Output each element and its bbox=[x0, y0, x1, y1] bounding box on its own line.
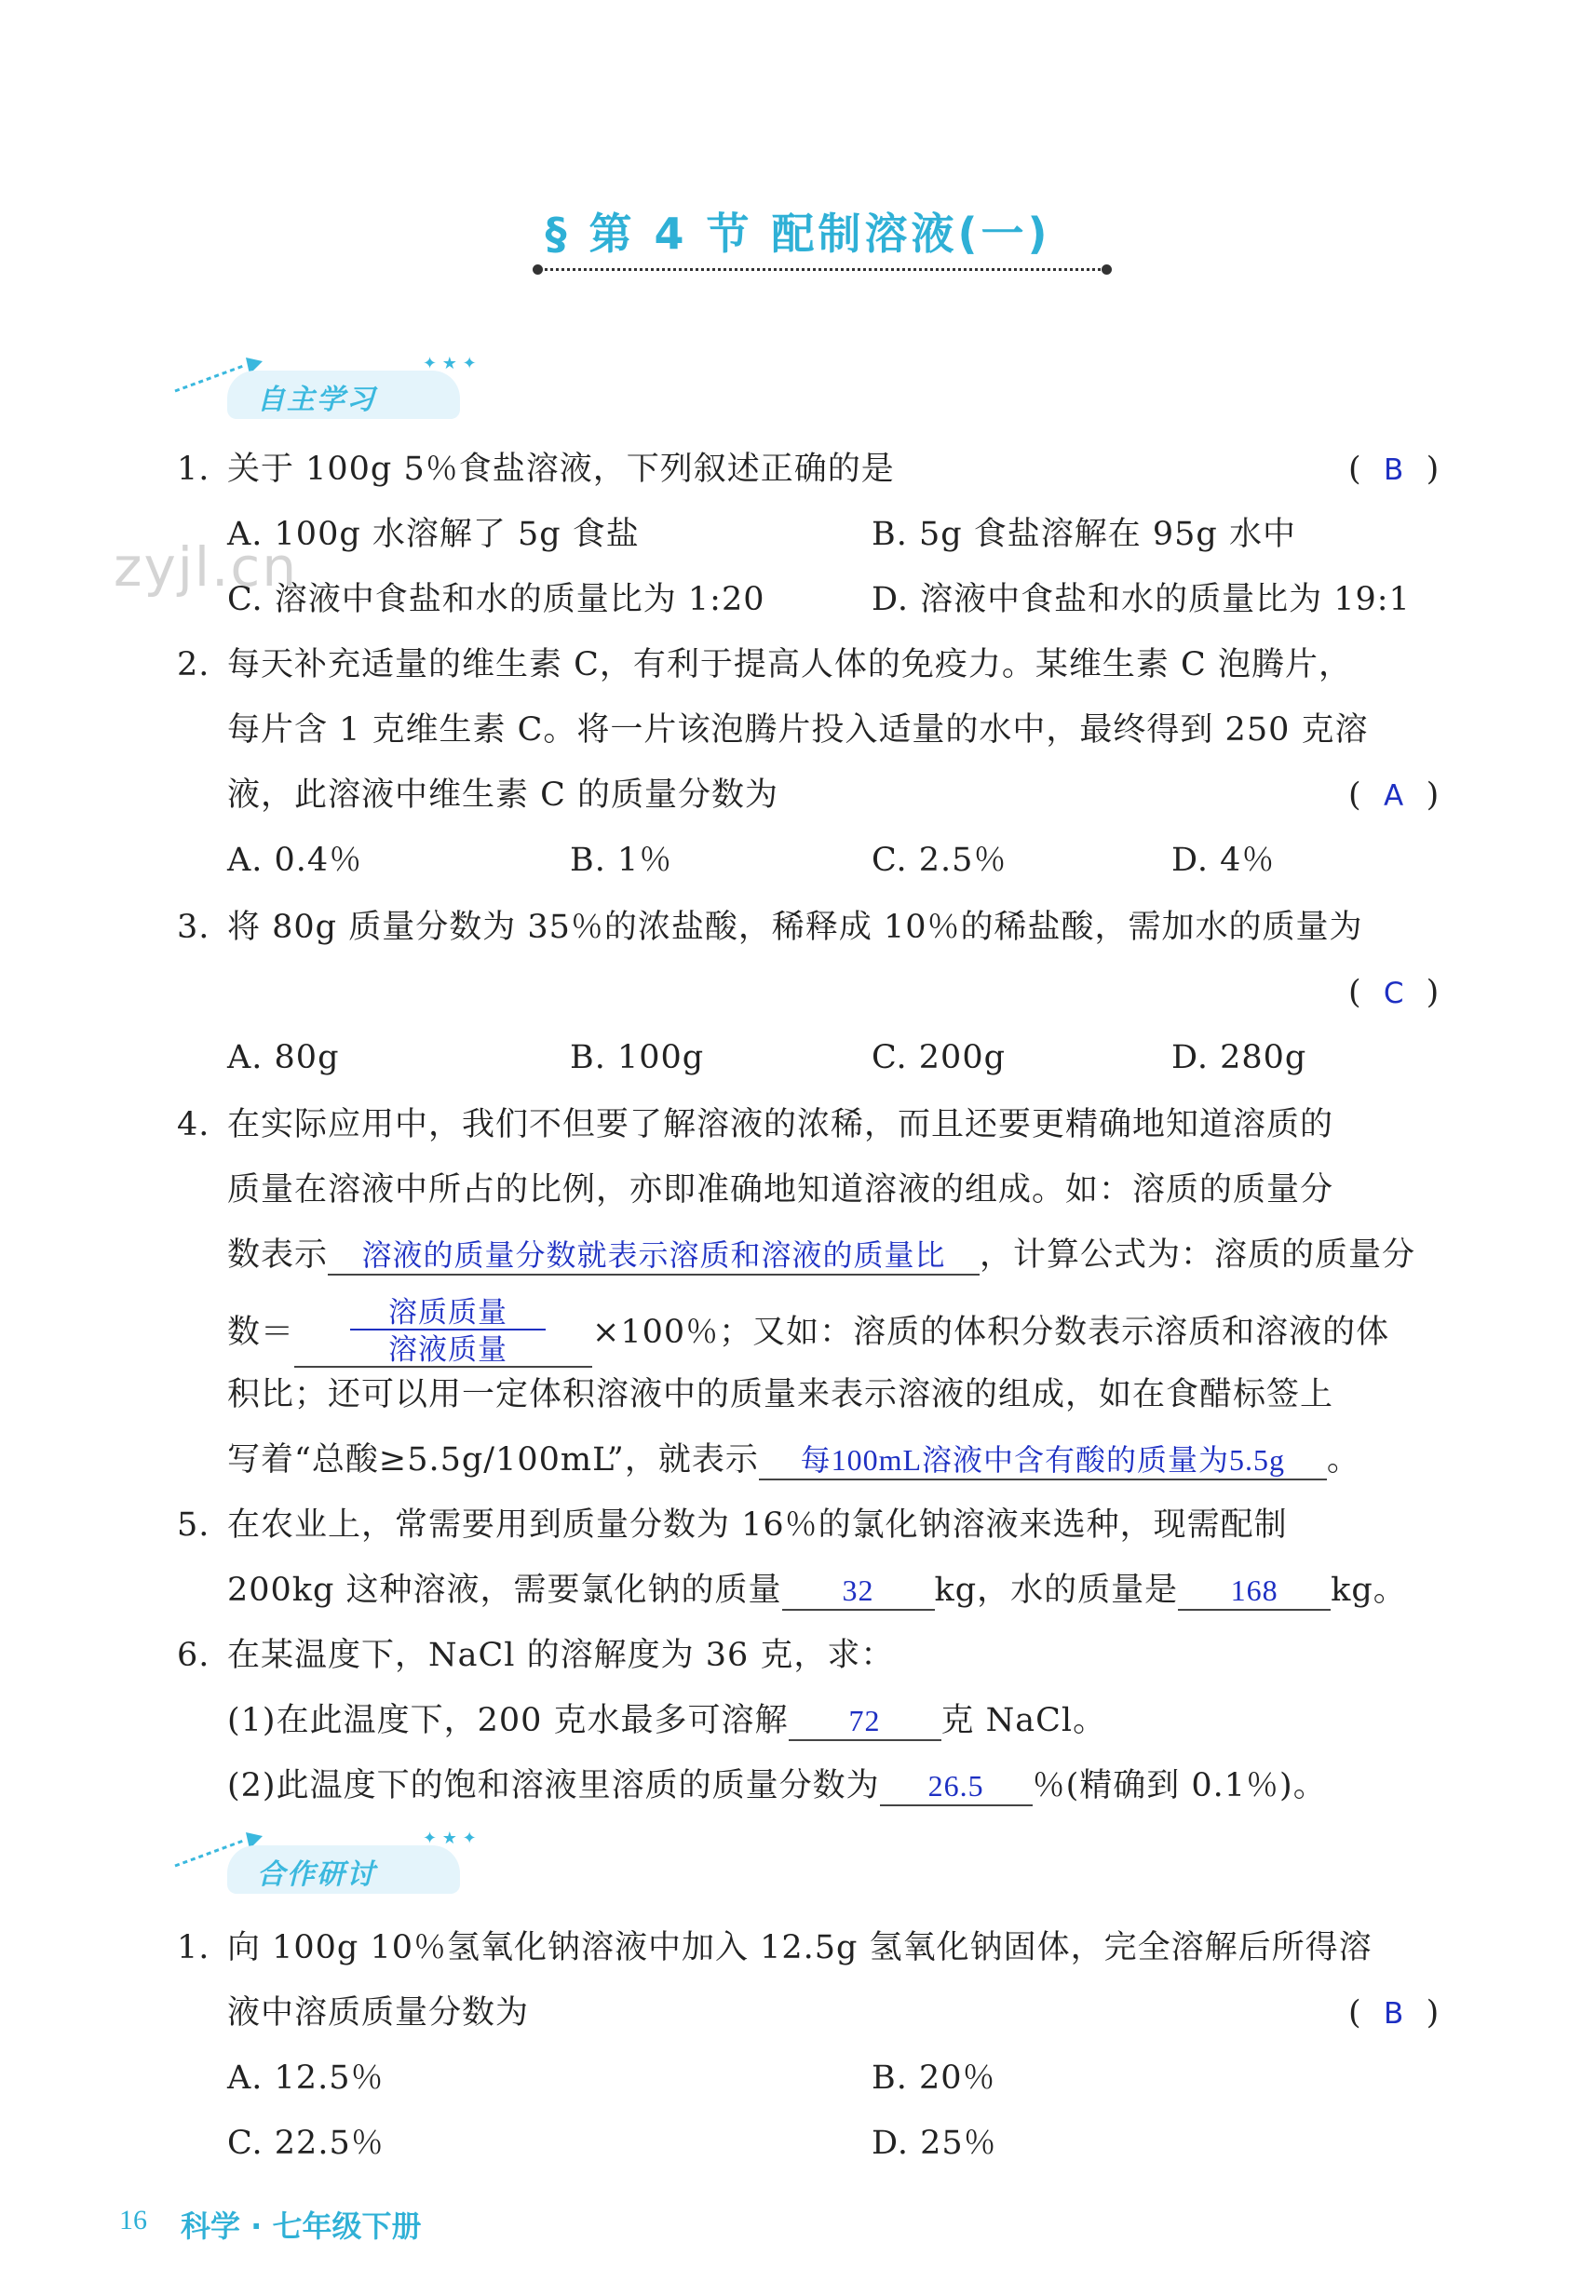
watermark: zyjl.cn bbox=[114, 535, 299, 599]
q5-blank-salt-mass[interactable]: 32 bbox=[782, 1572, 935, 1611]
self-study-badge bbox=[171, 352, 479, 417]
q4-formula-blank[interactable] bbox=[294, 1295, 592, 1368]
stars-icon: ✦ ★ ✦ bbox=[423, 1829, 477, 1848]
title-divider bbox=[538, 268, 1106, 271]
h1-answer-bracket: ( B ) bbox=[1348, 1992, 1439, 2034]
q1-answer-bracket: ( B ) bbox=[1348, 449, 1439, 491]
fraction-numerator: 溶质质量 bbox=[350, 1297, 546, 1330]
q3-answer: C bbox=[1383, 977, 1404, 1010]
q4-blank-definition[interactable]: 溶液的质量分数就表示溶质和溶液的质量比 bbox=[328, 1236, 980, 1276]
h1-answer: B bbox=[1384, 1997, 1404, 2031]
q2-answer: A bbox=[1384, 779, 1404, 813]
q6-blank-max-dissolve[interactable]: 72 bbox=[789, 1702, 941, 1741]
badge-label: 自主学习 bbox=[257, 384, 376, 416]
page-number: 16 bbox=[119, 2205, 147, 2235]
badge-label: 合作研讨 bbox=[257, 1858, 376, 1891]
q6-blank-mass-fraction[interactable]: 26.5 bbox=[880, 1767, 1033, 1806]
q3-answer-bracket: ( C ) bbox=[1348, 972, 1439, 1014]
stars-icon: ✦ ★ ✦ bbox=[423, 354, 477, 373]
fraction-denominator: 溶液质量 bbox=[388, 1332, 508, 1366]
book-title: 科学 · 七年级下册 bbox=[181, 2208, 422, 2244]
q4-blank-meaning[interactable]: 每100mL溶液中含有酸的质量为5.5g bbox=[759, 1441, 1327, 1480]
section-title: § 第 4 节 配制溶液(一) bbox=[545, 209, 1051, 259]
cooperative-study-badge bbox=[171, 1827, 479, 1892]
q5-blank-water-mass[interactable]: 168 bbox=[1178, 1572, 1331, 1611]
q1-answer: B bbox=[1384, 453, 1404, 487]
q2-answer-bracket: ( A ) bbox=[1348, 775, 1439, 817]
